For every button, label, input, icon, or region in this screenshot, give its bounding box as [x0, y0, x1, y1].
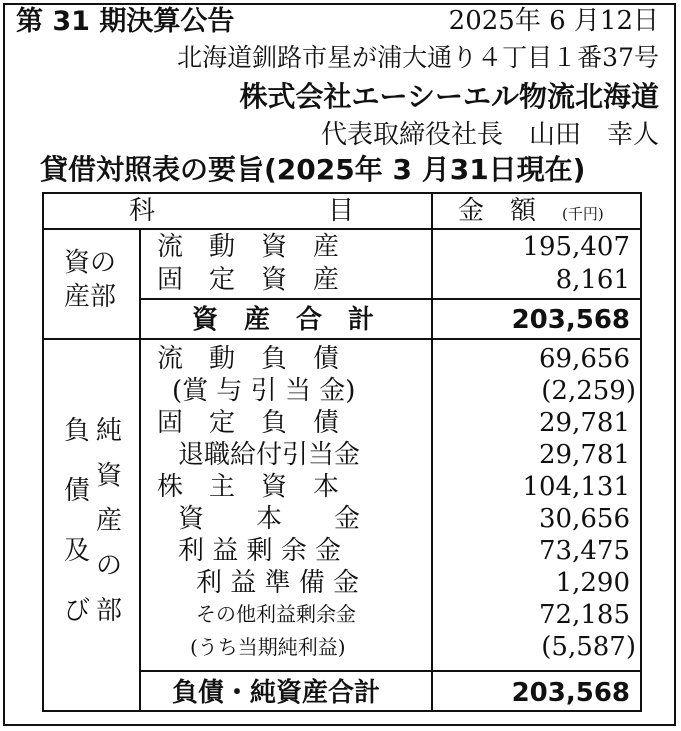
notice-number: 第 31 期決算公告 — [16, 6, 235, 37]
assets-row-label: 固 定 資 産 — [157, 265, 340, 295]
company-address: 北海道釧路市星が浦大通り４丁目１番37号 — [177, 43, 659, 72]
section-column-line-assets — [139, 228, 141, 340]
notice-date: 2025年 6 月12日 — [448, 6, 659, 36]
amount-column-line — [431, 194, 433, 710]
liab-section-char: 産 — [96, 506, 123, 536]
liab-row-label: (賞 与 引 当 金) — [172, 376, 356, 406]
liab-row-label: 株 主 資 本 — [157, 472, 340, 502]
liab-row-value: 29,781 — [539, 440, 630, 470]
liab-section-char: 及 — [64, 536, 91, 566]
liab-row-label: 利 益 準 備 金 — [196, 568, 360, 598]
liab-row-value: 73,475 — [539, 536, 630, 566]
balance-sheet-table — [42, 192, 642, 712]
col-unit: (千円) — [562, 205, 604, 223]
assets-total-divider — [141, 298, 640, 300]
liab-total-divider — [141, 670, 640, 672]
liab-row-label: 流 動 負 債 — [157, 344, 340, 374]
liab-total-value: 203,568 — [511, 678, 630, 708]
liab-section-char: び — [64, 596, 91, 626]
assets-total-label: 資 産 合 計 — [192, 305, 375, 335]
section-column-line-liab — [139, 340, 141, 710]
section-divider — [44, 338, 640, 340]
liab-row-value: (5,587) — [541, 632, 636, 662]
liab-section-char: の — [96, 551, 123, 581]
assets-total-value: 203,568 — [511, 305, 630, 335]
assets-section-label-1: 資の — [64, 248, 117, 278]
liab-section-char: 債 — [64, 476, 91, 506]
liab-row-label: その他利益剰余金 — [196, 602, 356, 626]
liab-row-value: 104,131 — [522, 472, 630, 502]
representative: 代表取締役社長 山田 幸人 — [320, 120, 659, 150]
liab-row-value: (2,259) — [541, 376, 636, 406]
liab-section-char: 部 — [96, 596, 123, 626]
liab-row-value: 29,781 — [539, 408, 630, 438]
liab-row-label: 固 定 負 債 — [157, 408, 340, 438]
liab-row-label: 退職給付引当金 — [178, 440, 361, 470]
assets-row-value: 195,407 — [522, 232, 630, 262]
liab-row-value: 69,656 — [539, 344, 630, 374]
liab-row-label: 資 本 金 — [178, 504, 361, 534]
col-amount: 金 額 — [458, 196, 537, 226]
assets-row-label: 流 動 資 産 — [157, 232, 340, 262]
company-name: 株式会社エーシーエル物流北海道 — [239, 80, 659, 113]
liab-row-label: 利 益 剰 余 金 — [178, 536, 342, 566]
balance-sheet-title: 貸借対照表の要旨(2025年 3 月31日現在) — [40, 153, 586, 186]
col-subject-2: 目 — [328, 196, 355, 226]
liab-total-label: 負債・純資産合計 — [172, 678, 381, 708]
liab-row-label: (うち当期純利益) — [190, 635, 346, 659]
liab-section-char: 資 — [96, 461, 123, 491]
assets-section-label-2: 産部 — [64, 282, 117, 312]
liab-section-char: 純 — [96, 416, 123, 446]
liab-section-char: 負 — [64, 416, 91, 446]
liab-row-value: 30,656 — [539, 504, 630, 534]
header-divider — [44, 228, 640, 230]
liab-row-value: 72,185 — [539, 600, 630, 630]
assets-row-value: 8,161 — [555, 265, 630, 295]
col-subject-1: 科 — [129, 196, 156, 226]
liab-row-value: 1,290 — [555, 568, 630, 598]
